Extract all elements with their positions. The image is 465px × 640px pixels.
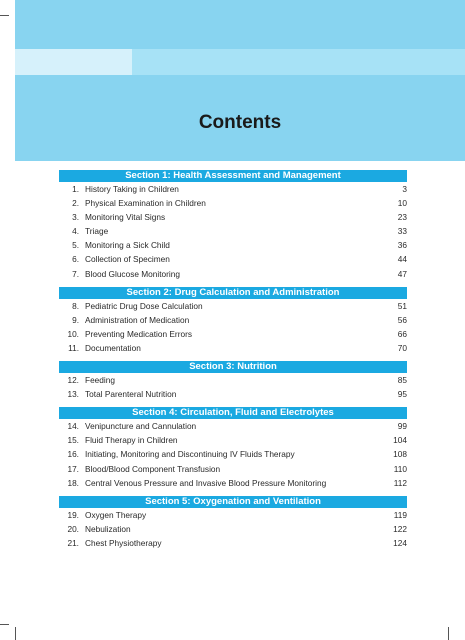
chapter-title: Feeding	[85, 375, 115, 386]
chapter-number: 19.	[67, 509, 79, 520]
page-number: 44	[397, 254, 407, 265]
page-title: Contents	[198, 112, 282, 133]
chapter-title: Blood/Blood Component Transfusion	[85, 463, 221, 474]
section-heading: Section 5: Oxygenation and Ventilation	[59, 496, 407, 508]
chapter-title: Preventing Medication Errors	[85, 328, 192, 339]
chapter-title: Monitoring a Sick Child	[85, 240, 170, 251]
crop-mark-bottom-left-h	[0, 624, 9, 625]
page-number: 112	[393, 477, 407, 488]
header-band-light	[15, 49, 132, 75]
page-number: 56	[397, 314, 407, 325]
toc-entry[interactable]	[59, 182, 407, 196]
chapter-number: 3.	[72, 212, 79, 223]
section-heading: Section 1: Health Assessment and Management	[59, 170, 407, 182]
section-heading: Section 2: Drug Calculation and Administration	[59, 287, 407, 299]
chapter-number: 6.	[72, 254, 79, 265]
chapter-title: Blood Glucose Monitoring	[85, 268, 181, 279]
toc-entry[interactable]	[59, 313, 407, 327]
toc-entry[interactable]	[59, 267, 407, 281]
chapter-number: 12.	[67, 375, 79, 386]
chapter-number: 9.	[72, 314, 79, 325]
toc-entry[interactable]	[59, 447, 407, 461]
toc-entry[interactable]	[59, 462, 407, 476]
header-band-mid	[132, 49, 465, 75]
crop-mark-top-left-h	[0, 15, 9, 16]
page-number: 70	[397, 342, 407, 353]
chapter-title: Oxygen Therapy	[85, 509, 147, 520]
chapter-title: Initiating, Monitoring and Discontinuing IV Fluids Therapy	[85, 449, 295, 460]
section-heading: Section 4: Circulation, Fluid and Electrolytes	[59, 407, 407, 419]
toc-entry[interactable]	[59, 238, 407, 252]
chapter-number: 16.	[67, 449, 79, 460]
chapter-title: Venipuncture and Cannulation	[85, 421, 197, 432]
toc-entry[interactable]	[59, 252, 407, 266]
toc-entry[interactable]	[59, 387, 407, 401]
chapter-number: 15.	[67, 435, 79, 446]
toc-entry[interactable]	[59, 508, 407, 522]
toc-entry[interactable]	[59, 433, 407, 447]
chapter-number: 8.	[72, 300, 79, 311]
chapter-number: 18.	[67, 477, 79, 488]
page-number: 3	[402, 184, 407, 194]
toc-entry[interactable]	[59, 210, 407, 224]
chapter-title: Collection of Specimen	[85, 254, 170, 265]
chapter-title: Fluid Therapy in Children	[85, 435, 178, 446]
page-number: 108	[393, 449, 407, 460]
table-of-contents	[59, 170, 407, 550]
chapter-title: Pediatric Drug Dose Calculation	[85, 300, 203, 311]
page-number: 85	[397, 375, 407, 386]
header-band-top	[15, 0, 465, 49]
chapter-number: 14.	[67, 421, 79, 432]
chapter-number: 20.	[67, 523, 79, 534]
chapter-title: Chest Physiotherapy	[85, 537, 162, 548]
toc-entry[interactable]	[59, 536, 407, 550]
toc-entry[interactable]	[59, 327, 407, 341]
page-number: 10	[397, 198, 407, 209]
toc-entry[interactable]	[59, 373, 407, 387]
toc-entry[interactable]	[59, 224, 407, 238]
page-number: 99	[397, 421, 407, 432]
page-number: 36	[397, 240, 407, 251]
page-number: 47	[397, 268, 407, 279]
page-number: 95	[397, 389, 407, 400]
chapter-title: Central Venous Pressure and Invasive Blood Pressure Monitoring	[85, 477, 327, 488]
chapter-title: Total Parenteral Nutrition	[85, 389, 177, 400]
page-number: 104	[393, 435, 407, 446]
chapter-title: History Taking in Children	[85, 184, 179, 194]
chapter-number: 13.	[67, 389, 79, 400]
page-number: 119	[393, 509, 407, 520]
chapter-number: 1.	[72, 184, 79, 194]
toc-entry[interactable]	[59, 476, 407, 490]
chapter-number: 2.	[72, 198, 79, 209]
chapter-number: 10.	[67, 328, 79, 339]
section-heading: Section 3: Nutrition	[59, 361, 407, 373]
toc-entry[interactable]	[59, 419, 407, 433]
chapter-number: 21.	[67, 537, 79, 548]
page-number: 124	[393, 537, 407, 548]
chapter-title: Documentation	[85, 342, 141, 353]
toc-entry[interactable]	[59, 341, 407, 355]
crop-mark-bottom-left-v	[15, 627, 16, 640]
chapter-title: Administration of Medication	[85, 314, 190, 325]
page-number: 122	[393, 523, 407, 534]
page-number: 66	[397, 328, 407, 339]
toc-entry[interactable]	[59, 299, 407, 313]
chapter-number: 5.	[72, 240, 79, 251]
page-number: 23	[397, 212, 407, 223]
chapter-title: Nebulization	[85, 523, 131, 534]
crop-mark-bottom-right-v	[448, 627, 449, 640]
chapter-number: 11.	[68, 342, 79, 353]
chapter-number: 7.	[72, 268, 79, 279]
page-number: 33	[397, 226, 407, 237]
chapter-title: Physical Examination in Children	[85, 198, 206, 209]
chapter-number: 4.	[72, 226, 79, 237]
toc-entry[interactable]	[59, 522, 407, 536]
page-number: 110	[393, 463, 407, 474]
chapter-title: Monitoring Vital Signs	[85, 212, 166, 223]
page-number: 51	[397, 300, 407, 311]
chapter-title: Triage	[85, 226, 109, 237]
toc-entry[interactable]	[59, 196, 407, 210]
chapter-number: 17.	[67, 463, 79, 474]
